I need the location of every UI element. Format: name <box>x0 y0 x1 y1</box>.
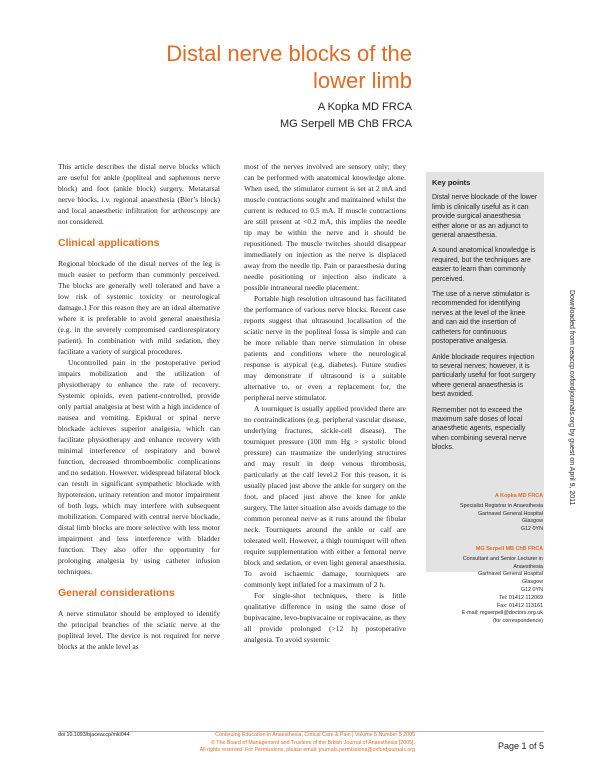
affiliation-1 <box>430 493 543 534</box>
key-points-title: Key points <box>432 178 471 187</box>
affiliation-line: Glasgow <box>522 579 543 586</box>
author-affiliations <box>430 493 543 638</box>
affiliation-line: Glasgow <box>522 518 543 525</box>
affiliation-line: G12 0YN <box>520 586 543 593</box>
affiliation-author-name: MG Serpell MB ChB FRCA <box>475 545 543 552</box>
footer-doi: doi 10.1093/bjaceaccp/mki044 <box>58 732 130 738</box>
key-point: The use of a nerve stimulator is recommended for identifying nerves at the level of the knee and can aid the insertion of catheters for continuous postoperative analgesia. <box>432 291 530 346</box>
affiliation-line: Gartnavel General Hospital <box>477 510 543 517</box>
title-line-1: Distal nerve blocks of the <box>166 41 412 66</box>
affiliation-line: Consultant and Senior Lecturer in <box>462 555 543 562</box>
affiliation-line: (for correspondence) <box>492 618 543 625</box>
journal-line: All rights reserved. For Permissions, please email: journals.permissions@oxfordjournals.org <box>199 747 415 753</box>
intro-paragraph: This article describes the distal nerve blocks which are useful for ankle (popliteal and saphenous nerve block) and foot (ankle block) surgery. Metatarsal nerve blocks, i.v. regional anaesthesia (Bier’s block) and local anaesthetic infiltration for arthroscopy are not considered. <box>58 162 220 226</box>
key-point: Remember not to exceed the maximum safe doses of local anaesthetic agents, especially when combining several nerve blocks. <box>432 406 527 452</box>
col2-paragraph-3: A tourniquet is usually applied provided there are no contraindications (e.g. peripheral vascular disease, underlying fractures, sickle-cell disease). The tourniquet pressure (100 mm Hg > systolic blood pressure) can traumatize the underlying structures and may result in deep venous thrombosis, particularly at the calf level.2 For this reason, it is usually placed just above the ankle for surgery on the foot, and placed just above the knee for ankle surgery. The latter situation also avoids damage to the common peroneal nerve as it runs around the fibular neck. Tourniquets around the ankle or calf are tolerated well. However, a thigh tourniquet will often require supplementation with either a femoral nerve block and sedation, or even light general anaesthesia. To avoid ischaemic damage, tourniquets are commonly kept inflated for a maximum of 2 h. <box>244 404 406 589</box>
col2-paragraph-4: For single-shot techniques, there is little qualitative difference in using the same dose of bupivacaine, levo-bupivacaine or ropivacaine, as they all provide prolonged (>12 h) postoperative analgesia. To avoid systemic <box>244 591 406 644</box>
author-2: MG Serpell MB ChB FRCA <box>279 118 412 130</box>
affiliation-line: Gartnavel General Hospital <box>477 571 543 578</box>
affiliation-line: Anaesthesia <box>513 563 543 570</box>
footer-journal-info <box>150 732 415 755</box>
col2-paragraph-1: most of the nerves involved are sensory only; they can be performed with anatomical knowledge alone. When used, the stimulator current is set at 2 mA and muscle contractions sought and maintained whilst the current is reduced to 0.5 mA. If muscle contractions are still present at <0.2 mA, this implies the needle tip may be within the nerve and it should be repositioned. The muscle twitches should disappear immediately on injection as the nerve is displaced away from the needle tip. Pain or paraesthesia during needle positioning or injection also indicate a possible intraneural needle placement. <box>244 162 406 292</box>
download-watermark: Downloaded from ceaccp.oxfordjournals.org by guest on April 9, 2011 <box>568 290 575 506</box>
author-list <box>32 99 412 133</box>
affiliation-line: Fax: 01412 113161 <box>496 602 543 609</box>
journal-line: © The Board of Management and Trustees of the British Journal of Anaesthesia [2005]. <box>210 739 415 746</box>
clinical-paragraph-1: Regional blockade of the distal nerves of the leg is much easier to perform than commonly perceived. The blocks are generally well tolerated and have a low risk of systemic toxicity or neurological damage.1 For this reason they are an ideal alternative where it is preferable to avoid general anaesthesia (e.g. in the severely compromised cardiorespiratory patient). In combination with mild sedation, they facilitate a variety of surgical procedures. <box>58 259 220 356</box>
affiliation-line: G12 0YN <box>520 526 543 533</box>
affiliation-author-name: A Kopka MD FRCA <box>494 493 543 499</box>
title-line-2: lower limb <box>312 68 412 93</box>
affiliation-email[interactable]: E-mail: mgserpell@doctors.org.uk <box>461 610 543 617</box>
key-point: Distal nerve blockade of the lower limb is clinically useful as it can provide surgical anaesthesia either alone or as an adjunct to general anaesthesia. <box>432 194 538 240</box>
affiliation-line: Specialist Registrar in Anaesthesia <box>460 502 543 509</box>
affiliation-2 <box>430 546 543 626</box>
column-middle <box>244 161 406 645</box>
page-title <box>32 40 412 94</box>
author-1: A Kopka MD FRCA <box>317 101 412 113</box>
section-heading-general: General considerations <box>58 587 175 599</box>
col2-paragraph-2: Portable high resolution ultrasound has facilitated the performance of various nerve blocks. Recent case reports suggest that ultrasound localisation of the sciatic nerve in the popliteal fossa is simple and can be more reliable than nerve stimulation in obese patients and conditions where the neurological response is atypical (e.g. diabetes). Future studies may demonstrate if ultrasound is a suitable alternative to, or even a replacement for, the peripheral nerve stimulator. <box>244 294 406 402</box>
column-left <box>58 161 220 652</box>
general-paragraph-1: A nerve stimulator should be employed to identify the principal branches of the sciatic nerve at the popliteal level. The device is not required for nerve blocks at the ankle level as <box>58 609 220 651</box>
clinical-paragraph-2: Uncontrolled pain in the postoperative period impairs mobilization and the utilization of physiotherapy to enhance the rate of recovery. Systemic opioids, even patient-controlled, provide only partial analgesia at best with a high incidence of nausea and vomiting. Epidural or spinal nerve blockade achieves superior analgesia, which can facilitate physiotherapy and enhance recovery with minimal interference of respiratory and bowel function, decreased thromboembolic complications and no sedation. However, widespread bilateral block can result in significant sympathetic blockade with hypotension, urinary retention and motor impairment of both legs, which may interfere with subsequent mobilization. Compared with central nerve blockade, distal limb blocks are more selective with less motor impairment and less interference with bladder function. They also offer the opportunity for prolonging analgesia by using catheter infusion techniques. <box>58 358 220 576</box>
section-heading-clinical: Clinical applications <box>58 237 160 249</box>
key-point: A sound anatomical knowledge is required, but the techniques are easier to learn than commonly perceived. <box>432 247 536 283</box>
page-number: Page 1 of 5 <box>497 741 544 751</box>
journal-line: Continuing Education in Anaesthesia, Critical Care & Pain | Volume 5 Number 5 2005 <box>215 732 415 738</box>
affiliation-line: Tel: 01412 112069 <box>499 594 543 601</box>
key-point: Ankle blockade requires injection to several nerves; however, it is particularly useful for foot surgery where general anaesthesia is best avoided. <box>432 353 536 399</box>
